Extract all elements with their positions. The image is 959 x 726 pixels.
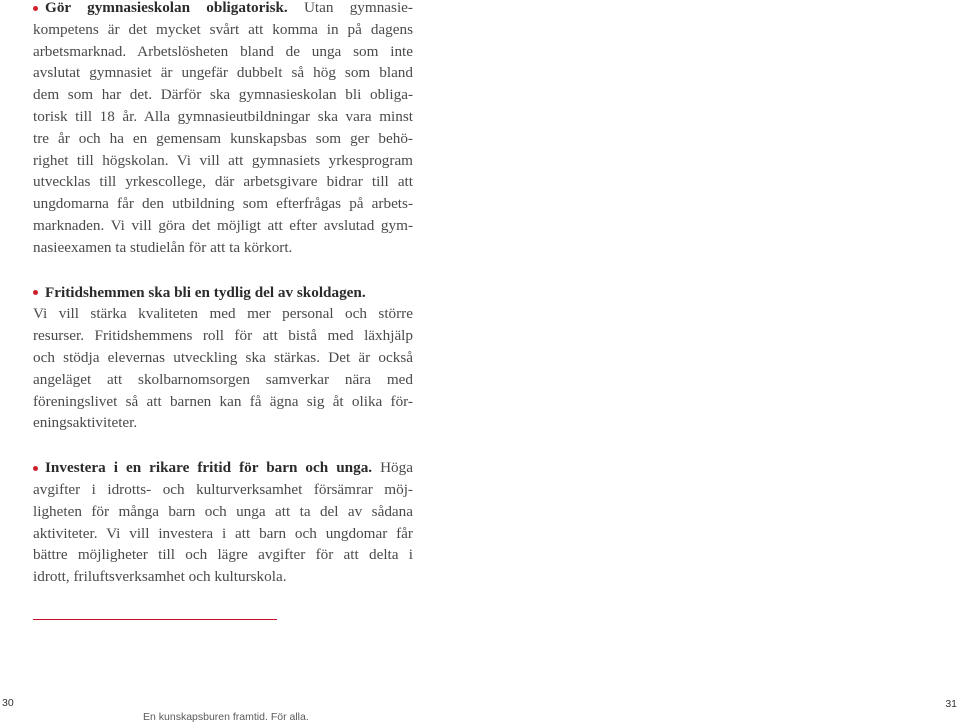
body-text-line: kompetens är det mycket svårt att komma in på dagens bbox=[33, 20, 413, 38]
body-text-line: dem som har det. Därför ska gymnasieskolan bli obliga- bbox=[33, 86, 413, 104]
body-text-line: Höga bbox=[372, 459, 413, 477]
section-heading: Fritidshemmen ska bli en tydlig del av skoldagen. bbox=[45, 283, 366, 301]
page-number-left: 30 bbox=[2, 697, 14, 709]
body-text-line: utvecklas till yrkescollege, där arbetsgivare bidrar till att bbox=[33, 173, 413, 191]
body-text-line: marknaden. Vi vill göra det möjligt att efter avslutad gym- bbox=[33, 216, 413, 234]
bullet-dot-icon bbox=[33, 466, 38, 471]
section-heading-line bbox=[33, 0, 413, 19]
section-heading-line bbox=[33, 282, 413, 304]
body-text-line: tre år och ha en gemensam kunskapsbas som ger behö- bbox=[33, 129, 413, 147]
section-heading: Gör gymnasieskolan obligatorisk. bbox=[45, 0, 288, 16]
bullet-section-gymnasieskolan bbox=[33, 0, 413, 259]
body-text-line: aktiviteter. Vi vill investera i att barn och ungdomar får bbox=[33, 524, 413, 542]
body-text-line: resurser. Fritidshemmens roll för att bistå med läxhjälp bbox=[33, 327, 413, 345]
body-text-line: torisk till 18 år. Alla gymnasieutbildningar ska vara minst bbox=[33, 107, 413, 125]
page-number-right: 31 bbox=[945, 698, 957, 710]
body-text-line: angeläget att skolbarnomsorgen samverkar nära med bbox=[33, 370, 413, 388]
body-text-line: ungdomarna får den utbildning som efterfrågas på arbets- bbox=[33, 195, 413, 213]
section-heading: Investera i en rikare fritid för barn och unga. bbox=[45, 459, 373, 477]
footnote-divider bbox=[33, 619, 277, 620]
body-text-line: eningsaktiviteter. bbox=[33, 414, 138, 432]
body-text-line: avslutat gymnasiet är ungefär dubbelt så hög som bland bbox=[33, 64, 413, 82]
body-text-line: arbetsmarknad. Arbetslösheten bland de unga som inte bbox=[33, 42, 413, 60]
body-text-line: nasieexamen ta studielån för att ta körkort. bbox=[33, 238, 293, 256]
bullet-dot-icon bbox=[33, 290, 38, 295]
body-text-line: föreningslivet så att barnen kan få ägna sig åt olika för- bbox=[33, 392, 413, 410]
body-text-line: ligheten för många barn och unga att ta del av sådana bbox=[33, 502, 413, 520]
body-text-line: Vi vill stärka kvaliteten med mer personal och större bbox=[33, 305, 413, 323]
text-column bbox=[33, 0, 413, 608]
body-text-line: bättre möjligheter till och lägre avgifter för att delta i bbox=[33, 546, 413, 564]
section-heading-line bbox=[33, 457, 413, 479]
bullet-section-fritid bbox=[33, 457, 413, 588]
body-text-line: avgifter i idrotts- och kulturverksamhet försämrar möj- bbox=[33, 480, 413, 498]
body-text-line: och stödja elevernas utveckling ska stärkas. Det är också bbox=[33, 348, 413, 366]
body-text-line: idrott, friluftsverksamhet och kulturskola. bbox=[33, 568, 287, 586]
body-text-line: righet till högskolan. Vi vill att gymnasiets yrkesprogram bbox=[33, 151, 413, 169]
bullet-section-fritidshemmen bbox=[33, 282, 413, 435]
bullet-dot-icon bbox=[33, 6, 38, 11]
body-text-line: Utan gymnasie- bbox=[287, 0, 413, 16]
footer-tagline: En kunskapsburen framtid. För alla. bbox=[143, 711, 309, 723]
